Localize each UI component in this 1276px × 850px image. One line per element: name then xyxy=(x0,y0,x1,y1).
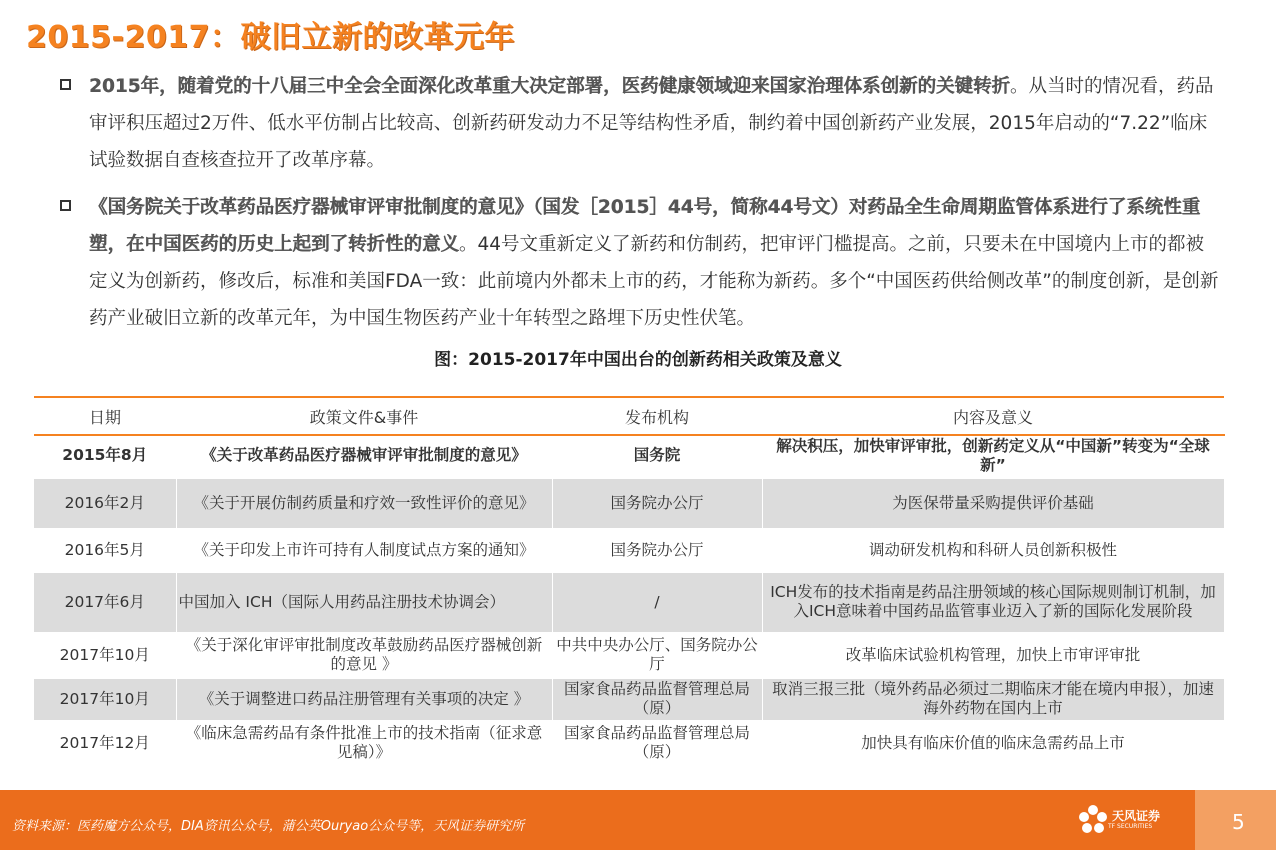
logo-text: 天风证券 xyxy=(1112,808,1161,823)
cell-significance: 调动研发机构和科研人员创新积极性 xyxy=(762,529,1224,571)
source-note: 资料来源：医药魔方公众号，DIA资讯公众号，蒲公英Ouryao公众号等，天风证券研究所 xyxy=(12,819,525,834)
cell-agency: 国务院办公厅 xyxy=(552,477,762,529)
cell-agency: 国务院 xyxy=(552,435,762,477)
cell-date: 2017年6月 xyxy=(34,571,176,633)
table-row xyxy=(34,721,1224,765)
cell-policy: 《临床急需药品有条件批准上市的技术指南（征求意见稿）》 xyxy=(176,721,552,765)
policy-table xyxy=(34,396,1225,767)
cell-date: 2016年5月 xyxy=(34,529,176,571)
bullet-item xyxy=(60,189,1220,337)
cell-significance: 为医保带量采购提供评价基础 xyxy=(762,477,1224,529)
cell-policy: 《关于深化审评审批制度改革鼓励药品医疗器械创新的意见 》 xyxy=(176,633,552,677)
logo-subtext: TF SECURITIES xyxy=(1108,822,1153,830)
flower-logo-icon xyxy=(1078,804,1108,836)
bullet-emphasis: 《国务院关于改革药品医疗器械审评审批制度的意见》（国发［2015］44号，简称44号文）对药品全生命周期监管体系进行了系统性重塑，在中国医药的历史上起到了转折性的意义 xyxy=(89,197,1201,255)
footer-bar xyxy=(0,790,1276,850)
cell-significance: 取消三报三批（境外药品必须过二期临床才能在境内申报），加速海外药物在国内上市 xyxy=(762,677,1224,721)
slide-title: 2015-2017：破旧立新的改革元年 xyxy=(26,20,515,55)
cell-policy: 《关于印发上市许可持有人制度试点方案的通知》 xyxy=(176,529,552,571)
cell-date: 2016年2月 xyxy=(34,477,176,529)
cell-agency: / xyxy=(552,571,762,633)
cell-policy: 《关于调整进口药品注册管理有关事项的决定 》 xyxy=(176,677,552,721)
cell-significance: 解决积压，加快审评审批，创新药定义从“中国新”转变为“全球新” xyxy=(762,435,1224,477)
bullet-item xyxy=(60,68,1220,179)
cell-date: 2017年12月 xyxy=(34,721,176,765)
table-row xyxy=(34,633,1224,677)
table-row xyxy=(34,529,1224,571)
cell-agency: 国家食品药品监督管理总局（原） xyxy=(552,721,762,765)
cell-significance: 改革临床试验机构管理，加快上市审评审批 xyxy=(762,633,1224,677)
column-header-agency: 发布机构 xyxy=(552,397,762,435)
bullet-emphasis: 2015年，随着党的十八届三中全会全面深化改革重大决定部署，医药健康领域迎来国家治理体系创新的关键转折 xyxy=(89,76,1010,97)
bullet-body: 。44号文重新定义了新药和仿制药，把审评门槛提高。之前，只要未在中国境内上市的都被定义为创新药，修改后，标准和美国FDA一致：此前境内外都未上市的药，才能称为新药。多个“中国医药供给侧改革”的制度创新，是创新药产业破旧立新的改革元年，为中国生物医药产业十年转型之路埋下历史性伏笔。 xyxy=(89,234,1219,329)
table-header-row xyxy=(34,397,1224,435)
cell-date: 2015年8月 xyxy=(34,435,176,477)
column-header-policy: 政策文件&事件 xyxy=(176,397,552,435)
bullet-text xyxy=(89,68,1220,179)
cell-significance: 加快具有临床价值的临床急需药品上市 xyxy=(762,721,1224,765)
cell-agency: 国务院办公厅 xyxy=(552,529,762,571)
cell-agency: 中共中央办公厅、国务院办公厅 xyxy=(552,633,762,677)
table-row xyxy=(34,477,1224,529)
cell-policy: 《关于开展仿制药质量和疗效一致性评价的意见》 xyxy=(176,477,552,529)
cell-date: 2017年10月 xyxy=(34,633,176,677)
page-number: 5 xyxy=(1232,810,1245,834)
table-row xyxy=(34,435,1224,477)
cell-significance: ICH发布的技术指南是药品注册领域的核心国际规则制订机制，加入ICH意味着中国药品监管事业迈入了新的国际化发展阶段 xyxy=(762,571,1224,633)
column-header-significance: 内容及意义 xyxy=(762,397,1224,435)
cell-agency: 国家食品药品监督管理总局（原） xyxy=(552,677,762,721)
bullet-list xyxy=(60,68,1220,347)
figure-caption: 图：2015-2017年中国出台的创新药相关政策及意义 xyxy=(434,350,842,370)
column-header-date: 日期 xyxy=(34,397,176,435)
bullet-body: 。从当时的情况看，药品审评积压超过2万件、低水平仿制占比较高、创新药研发动力不足等结构性矛盾，制约着中国创新药产业发展，2015年启动的“7.22”临床试验数据自查核查拉开了改革序幕。 xyxy=(89,76,1214,171)
bullet-text xyxy=(89,189,1220,337)
company-logo xyxy=(1078,804,1160,836)
cell-policy: 中国加入 ICH（国际人用药品注册技术协调会） xyxy=(176,571,552,633)
table-row xyxy=(34,677,1224,721)
square-bullet-icon xyxy=(60,79,71,90)
table-row xyxy=(34,571,1224,633)
cell-date: 2017年10月 xyxy=(34,677,176,721)
cell-policy: 《关于改革药品医疗器械审评审批制度的意见》 xyxy=(176,435,552,477)
square-bullet-icon xyxy=(60,200,71,211)
